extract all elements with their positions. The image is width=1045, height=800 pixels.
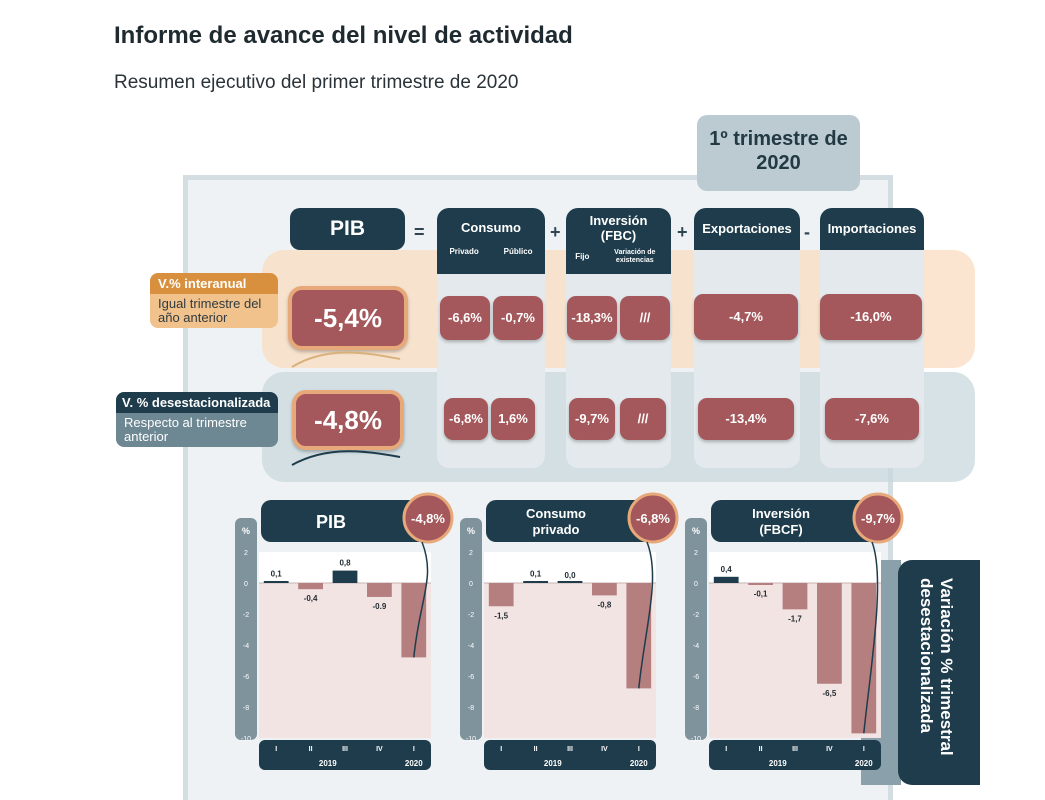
quarter-badge: 1º trimestre de 2020	[697, 115, 860, 191]
bar	[714, 577, 739, 583]
row1-label	[150, 273, 278, 328]
bar	[748, 583, 773, 585]
y-tick-label: -4	[467, 643, 475, 650]
y-tick-label: -8	[242, 705, 250, 712]
bar-value-label: -0.9	[372, 601, 387, 611]
decorative-swoosh	[288, 345, 408, 475]
bar-value-label: 0,1	[530, 569, 542, 579]
chart-badge-value: -9,7%	[861, 511, 895, 526]
year-label: 2019	[318, 759, 337, 768]
bar-value-label: 0,4	[720, 564, 732, 574]
pib-interannual-value: -5,4%	[288, 286, 408, 350]
pib-seasonal-value: -4,8%	[292, 390, 404, 450]
y-tick-label: -4	[242, 643, 250, 650]
chart-title: privado	[532, 522, 580, 537]
inversion-fijo-seasonal: -9,7%	[569, 398, 615, 440]
y-axis-label: %	[466, 526, 476, 536]
y-tick-label: -2	[692, 612, 700, 619]
year-label: 2019	[543, 759, 562, 768]
mini-chart-3	[685, 500, 915, 782]
bar-value-label: 0,0	[564, 571, 576, 580]
bar	[523, 581, 548, 583]
x-tick-label: I	[862, 746, 865, 753]
sub-publico: Público	[503, 247, 533, 256]
row1-tag: V.% interanual	[150, 273, 278, 294]
pib-header: PIB	[290, 208, 405, 250]
chart-badge-value: -4,8%	[411, 511, 445, 526]
operator-plus-1: +	[550, 222, 561, 242]
bar-value-label: -0,1	[753, 589, 768, 599]
y-tick-label: 2	[469, 550, 473, 557]
inversion-header: Inversión (FBC) Fijo Variación de existencias	[566, 208, 671, 274]
importaciones-header: Importaciones	[820, 208, 924, 250]
row2-label	[116, 392, 278, 447]
consumo-header: Consumo Privado Público	[437, 208, 545, 274]
y-tick-label: -4	[692, 643, 700, 650]
sub-variacion-existencias: Variación de existencias	[614, 249, 656, 264]
bar-value-label: -0,8	[597, 600, 612, 610]
y-tick-label: 0	[694, 581, 698, 588]
operator-equals: =	[414, 222, 425, 242]
bar-value-label: -1,7	[788, 614, 802, 624]
y-axis-label: %	[241, 526, 251, 536]
y-tick-label: -10	[465, 736, 477, 743]
y-tick-label: 2	[694, 550, 698, 557]
exportaciones-seasonal: -13,4%	[698, 398, 794, 440]
year-label: 2020	[854, 759, 873, 768]
y-tick-label: -2	[467, 612, 475, 619]
y-tick-label: -6	[692, 674, 700, 681]
inversion-existencias-seasonal: ///	[620, 398, 666, 440]
y-tick-label: -8	[467, 705, 475, 712]
y-tick-label: -6	[467, 674, 475, 681]
bar	[298, 583, 323, 589]
mini-chart-1	[235, 500, 465, 782]
year-label: 2019	[768, 759, 787, 768]
exportaciones-interannual: -4,7%	[694, 294, 798, 340]
x-tick-label: II	[758, 746, 763, 753]
x-tick-label: II	[308, 746, 313, 753]
bar-value-label: 0,1	[270, 569, 282, 579]
importaciones-seasonal: -7,6%	[825, 398, 919, 440]
importaciones-interannual: -16,0%	[820, 294, 922, 340]
bar	[558, 581, 583, 583]
exportaciones-header: Exportaciones	[694, 208, 800, 250]
y-tick-label: 2	[244, 550, 248, 557]
chart-title: Inversión	[752, 506, 810, 521]
x-tick-label: IV	[601, 746, 608, 753]
chart-title: (FBCF)	[759, 522, 803, 537]
chart-title: PIB	[315, 512, 347, 532]
inversion-fijo-interannual: -18,3%	[567, 296, 617, 340]
row1-desc: Igual trimestre del año anterior	[150, 294, 278, 328]
x-tick-label: III	[567, 746, 573, 753]
x-tick-label: I	[637, 746, 640, 753]
x-tick-label: I	[725, 746, 728, 753]
inversion-existencias-interannual: ///	[620, 296, 670, 340]
bar	[333, 571, 358, 583]
operator-minus: -	[804, 222, 810, 242]
y-tick-label: 0	[244, 581, 248, 588]
y-tick-label: -8	[692, 705, 700, 712]
operator-plus-2: +	[677, 222, 688, 242]
bar	[783, 583, 808, 609]
mini-chart-2	[460, 500, 690, 782]
row2-desc: Respecto al trimestre anterior	[116, 413, 278, 447]
consumo-publico-seasonal: 1,6%	[491, 398, 535, 440]
bar	[367, 583, 392, 597]
x-tick-label: I	[412, 746, 415, 753]
x-tick-label: IV	[826, 746, 833, 753]
row2-tag: V. % desestacionalizada	[116, 392, 278, 413]
x-tick-label: III	[792, 746, 798, 753]
x-tick-label: III	[342, 746, 348, 753]
page-title: Informe de avance del nivel de actividad	[114, 22, 573, 49]
bar-value-label: -6,5	[822, 688, 837, 698]
consumo-privado-seasonal: -6,8%	[444, 398, 488, 440]
consumo-publico-interannual: -0,7%	[493, 296, 543, 340]
bar	[592, 583, 617, 595]
side-label-text: Variación % trimestral desestacionalizada	[917, 578, 956, 756]
x-tick-label: IV	[376, 746, 383, 753]
sub-fijo: Fijo	[575, 252, 590, 261]
consumo-privado-interannual: -6,6%	[440, 296, 490, 340]
bar-value-label: -0,4	[303, 594, 318, 604]
y-tick-label: -10	[240, 736, 252, 743]
y-tick-label: -2	[242, 612, 250, 619]
bar	[817, 583, 842, 684]
bar	[489, 583, 514, 606]
bar	[401, 583, 426, 657]
year-label: 2020	[629, 759, 648, 768]
chart-badge-value: -6,8%	[636, 511, 670, 526]
sub-privado: Privado	[449, 247, 479, 256]
bar-value-label: 0,8	[339, 558, 351, 568]
y-tick-label: -10	[690, 736, 702, 743]
y-tick-label: 0	[469, 581, 473, 588]
year-label: 2020	[404, 759, 423, 768]
y-axis-label: %	[691, 526, 701, 536]
x-tick-label: I	[275, 746, 278, 753]
bar	[264, 581, 289, 583]
x-tick-label: II	[533, 746, 538, 753]
bar	[626, 583, 651, 688]
y-tick-label: -6	[242, 674, 250, 681]
chart-title: Consumo	[526, 506, 586, 521]
bar-value-label: -1,5	[494, 611, 509, 621]
page-subtitle: Resumen ejecutivo del primer trimestre de 2020	[114, 72, 519, 93]
x-tick-label: I	[500, 746, 503, 753]
